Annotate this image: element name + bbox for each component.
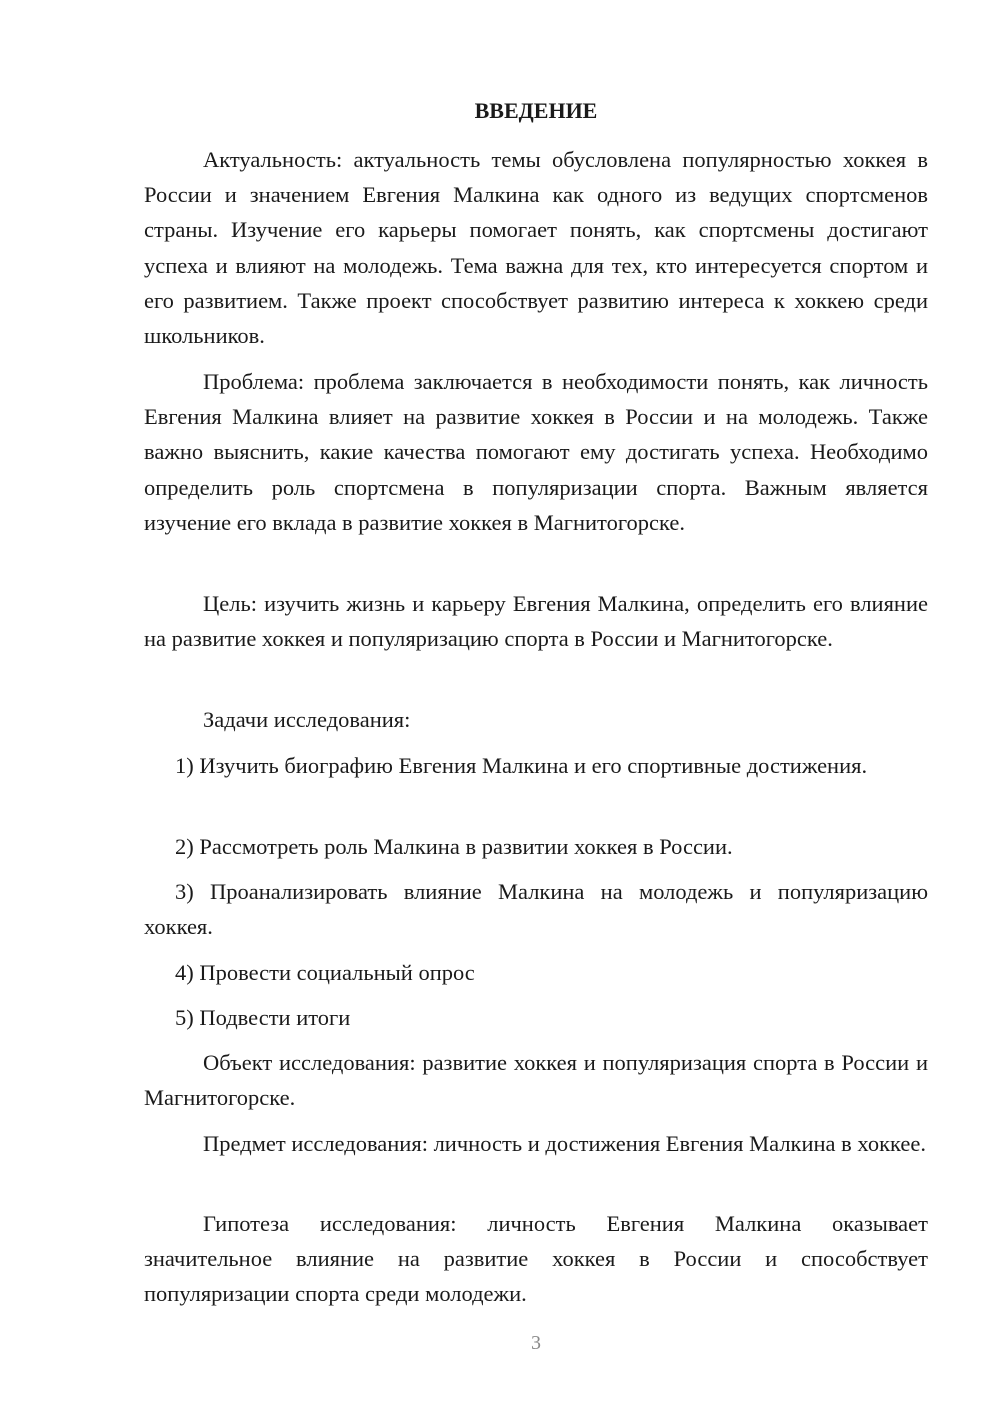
section-heading: ВВЕДЕНИЕ xyxy=(474,98,598,123)
relevance-paragraph: Актуальность: актуальность темы обусловлена популярностью хоккея в России и значением Евгения Малкина как одного из ведущих спортсменов страны. Изучение его карьеры помогает понять, как спортсмены достигают успеха и влияют на молодежь. Тема важна для тех, кто интересуется спортом и его развитием. Также проект способствует развитию интереса к хоккею среди школьников. xyxy=(144,147,928,349)
tasks-heading: Задачи исследования: xyxy=(203,707,411,732)
goal-paragraph: Цель: изучить жизнь и карьеру Евгения Малкина, определить его влияние на развитие хоккея и популяризацию спорта в России и Магнитогорске. xyxy=(144,591,928,652)
hypothesis-paragraph: Гипотеза исследования: личность Евгения Малкина оказывает значительное влияние на развитие хоккея в России и способствует популяризации спорта среди молодежи. xyxy=(144,1211,928,1307)
page-number: 3 xyxy=(531,1332,541,1354)
task-item-1: 1) Изучить биографию Евгения Малкина и его спортивные достижения. xyxy=(175,753,868,778)
document-page xyxy=(144,0,928,1414)
task-item-2: 2) Рассмотреть роль Малкина в развитии хоккея в России. xyxy=(175,834,733,859)
task-item-3: 3) Проанализировать влияние Малкина на молодежь и популяризацию хоккея. xyxy=(144,879,928,940)
task-item-5: 5) Подвести итоги xyxy=(175,1005,351,1030)
research-subject-paragraph: Предмет исследования: личность и достижения Евгения Малкина в хоккее. xyxy=(203,1131,926,1156)
problem-paragraph: Проблема: проблема заключается в необходимости понять, как личность Евгения Малкина влияет на развитие хоккея в России и на молодежь. Также важно выяснить, какие качества помогают ему достигать успеха. Необходимо определить роль спортсмена в популяризации спорта. Важным является изучение его вклада в развитие хоккея в Магнитогорске. xyxy=(144,369,928,535)
task-item-4: 4) Провести социальный опрос xyxy=(175,960,475,985)
research-object-paragraph: Объект исследования: развитие хоккея и популяризация спорта в России и Магнитогорске. xyxy=(144,1050,928,1111)
